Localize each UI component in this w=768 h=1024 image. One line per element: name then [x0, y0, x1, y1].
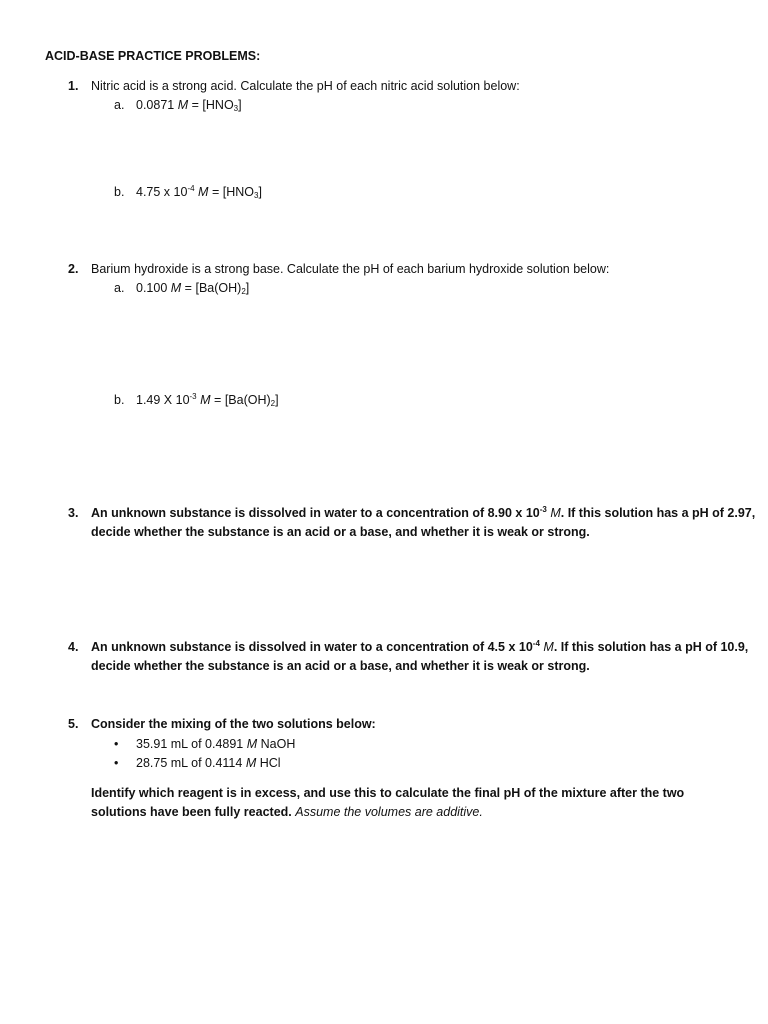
part-letter: a. [114, 98, 125, 112]
problem-2-text: Barium hydroxide is a strong base. Calculate the pH of each barium hydroxide solution below: [91, 262, 610, 276]
problem-1 [68, 78, 78, 94]
problem-2 [68, 261, 78, 277]
problem-2a [114, 280, 249, 296]
molar-unit: M [198, 185, 209, 199]
problem-1-text: Nitric acid is a strong acid. Calculate the pH of each nitric acid solution below: [91, 79, 520, 93]
problem-5-text: Consider the mixing of the two solutions below: [91, 717, 376, 731]
equals-sign: = [211, 185, 220, 199]
problem-4-line-2: decide whether the substance is an acid or a base, and whether it is weak or strong. [91, 659, 590, 673]
problem-number: 1. [68, 79, 79, 93]
equals-sign: = [184, 281, 192, 295]
assumption-note: Assume the volumes are additive. [295, 805, 483, 819]
problem-5 [68, 716, 78, 732]
problem-3-line-1: An unknown substance is dissolved in water to a concentration of 8.90 x $10^{-3}$ M. If this solution has a pH of 2.97, [91, 505, 756, 520]
species: $[Ba(OH)_2]$ [195, 281, 250, 296]
problem-number: 3. [68, 506, 79, 520]
species: $[Ba(OH)_2]$ [224, 393, 279, 408]
problem-2b [114, 392, 279, 408]
concentration: 0.100 [136, 281, 168, 295]
problem-3 [68, 505, 78, 521]
concentration: 0.0871 [136, 98, 175, 112]
problem-4 [68, 639, 78, 655]
bullet-item: • 35.91 mL of 0.4891 M NaOH [114, 737, 296, 751]
problem-5-instructions: Identify which reagent is in excess, and use this to calculate the final pH of the mixture after the two solutions have been fully reacted. Assume the volumes are additive. [91, 786, 685, 819]
part-letter: b. [114, 185, 125, 199]
problem-3-line-2: decide whether the substance is an acid or a base, and whether it is weak or strong. [91, 525, 590, 539]
problem-number: 4. [68, 640, 79, 654]
molar-unit: M [200, 393, 211, 407]
problem-number: 2. [68, 262, 79, 276]
equals-sign: = [191, 98, 199, 112]
equals-sign: = [214, 393, 222, 407]
part-letter: b. [114, 393, 125, 407]
page-title: ACID-BASE PRACTICE PROBLEMS: [45, 49, 261, 63]
bullet-item: • 28.75 mL of 0.4114 M HCl [114, 756, 281, 770]
concentration: 4.75 x $10^{-4}$ [136, 184, 195, 199]
problem-4-line-1: An unknown substance is dissolved in water to a concentration of 4.5 x $10^{-4}$ M. If this solution has a pH of 10.9, [91, 639, 749, 654]
species: $[HNO_3]$ [202, 98, 242, 113]
bullet-icon: • [114, 756, 119, 770]
part-letter: a. [114, 281, 125, 295]
molar-unit: M [170, 281, 182, 295]
concentration: 1.49 X $10^{-3}$ [136, 392, 197, 407]
bullet-icon: • [114, 737, 119, 751]
problem-number: 5. [68, 717, 79, 731]
molar-unit: M [177, 98, 189, 112]
problem-1a [114, 97, 242, 113]
species: $[HNO_3]$ [222, 185, 262, 200]
problem-1b [114, 184, 262, 200]
